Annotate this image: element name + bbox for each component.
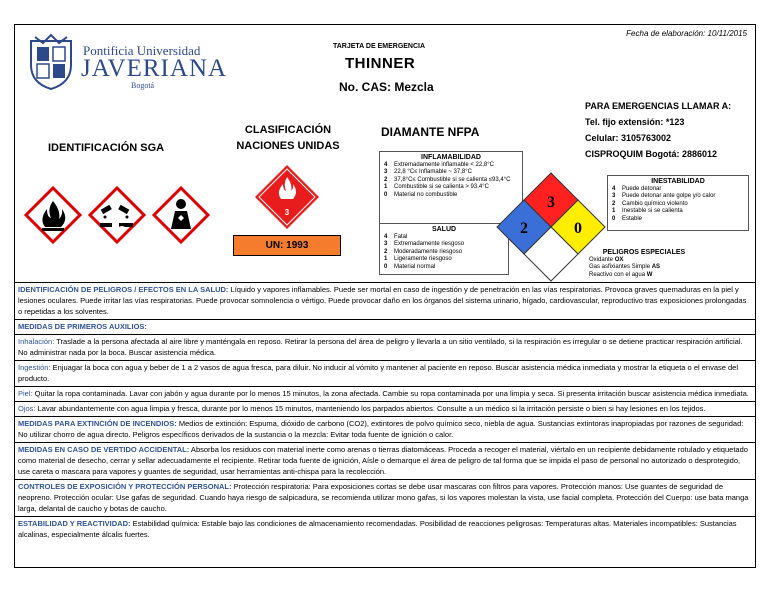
un-class-3-label bbox=[253, 163, 321, 231]
section-label: IDENTIFICACIÓN DE PELIGROS / EFECTOS EN LA SALUD: bbox=[18, 285, 229, 294]
emergency-contacts bbox=[585, 98, 731, 162]
section-text: Medios de extinción: Espuma, dióxido de carbono (CO2), extintores de polvo químico seco, niebla de agua. Sustancias extintoras inapropiadas por razones de seguridad: No utilizar chorro de agua directo. Peligros específicos derivados de la sustancia o la mezcla: Evitar toda fuente de ignición o calor. bbox=[18, 419, 744, 439]
section-text: Estabilidad química: Estable bajo las condiciones de almacenamiento recomendadas. Posibilidad de reacciones peligrosas: Temperaturas altas. Materiales incompatibles: Sustancias alcalinas, especialmente álcalis fuertes. bbox=[18, 519, 737, 539]
un-title-line-2: NACIONES UNIDAS bbox=[236, 140, 340, 152]
un-class-number: 3 bbox=[284, 208, 290, 217]
section-text: Protección respiratoria: Para exposiciones cortas se debe usar mascaras con filtros para vapores. Protección manos: Use guantes de seguridad de neopreno. Protección ocular: Use gafas de seguridad. Cuando haya riesgo de salpicadura, se recomienda utilizar mono gafas, si los vapores molestan la vista, use facial completa. Protección del Cuerpo: use bata manga larga, delantal de caucho y botas de caucho. bbox=[18, 482, 749, 513]
nfpa-health-title: SALUD bbox=[431, 226, 457, 233]
section-text: Líquido y vapores inflamables. Puede ser mortal en caso de ingestión y de penetración en las vías respiratorias. Provoca graves quemaduras en la piel y lesiones oculares. Puede irritar las vías respiratorias. Puede provocar somnolencia o vértigo. Puede provocar daño en los órganos del sistema urinario, hígado, cardiovascular, reproductivo tras exposiciones prolongadas o repetidas a los solventes. bbox=[18, 285, 747, 316]
nfpa-row: 1 Inestable si se calienta bbox=[612, 208, 683, 214]
cas-number: No. CAS: Mezcla bbox=[339, 80, 434, 94]
sga-title: IDENTIFICACIÓN SGA bbox=[48, 142, 165, 154]
nfpa-row: Reactivo con el agua W bbox=[589, 271, 653, 278]
section-piel bbox=[15, 386, 755, 401]
nfpa-health-value: 2 bbox=[520, 220, 528, 237]
section-label: CONTROLES DE EXPOSICIÓN Y PROTECCIÓN PERSONAL: bbox=[18, 482, 232, 491]
nfpa-row: 2 37,8°C≤ Combustible si se calienta ≤93,4°C bbox=[384, 176, 511, 183]
card-header bbox=[15, 25, 755, 280]
section-text: Traslade a la persona afectada al aire libre y manténgala en reposo. Retirar la persona del área de peligro y llevarla a un sitio ventilado, si la respiración es irregular o se detiene practicar respiración artificial. No administrar nada por la boca. Buscar asistencia médica. bbox=[18, 337, 743, 357]
emergency-tel: Tel. fijo extensión: *123 bbox=[585, 117, 685, 127]
flame-icon bbox=[26, 188, 80, 242]
section-text: Lavar abundantemente con agua limpia y fresca, durante por lo menos 15 minutos, manteniendo los parpados abiertos. Consulte a un médico si la irritación persiste o bien si hay lesiones en los tejidos. bbox=[35, 404, 706, 413]
section-text: Absorba los residuos con material inerte como arenas o tierras diatomáceas. Proceda a recoger el material, viértalo en un recipiente debidamente rotulado y etiquetado como material de desecho, cerrar y sellar adecuadamente el recipiente. Retirar toda fuente de ignición, Aísle o demarque el área de peligro de tal forma que se impida el paso de personal no autorizado o desprotegido, use careta o mascara para vapores y guantes de seguridad, usar herramientas anti-chispa para la recolección. bbox=[18, 445, 748, 476]
nfpa-flammability-value: 3 bbox=[547, 194, 555, 211]
chemical-name: THINNER bbox=[345, 55, 416, 72]
university-logo bbox=[21, 31, 228, 93]
section-controles bbox=[15, 479, 755, 516]
logo-line-1: Pontificia Universidad bbox=[83, 43, 201, 58]
section-label: MEDIDAS DE PRIMEROS AUXILIOS: bbox=[18, 322, 147, 331]
corrosion-icon bbox=[90, 188, 144, 242]
logo-line-3: Bogotá bbox=[131, 81, 155, 90]
section-text: Quitar la ropa contaminada. Lavar con jabón y agua durante por lo menos 15 minutos, la zona afectada. Cambie su ropa contaminada por una limpia y seca. Si presenta irritación buscar asistencia médica inmediata. bbox=[32, 389, 749, 398]
nfpa-diamond bbox=[495, 171, 607, 283]
nfpa-row: 3 Puede detonar ante golpe y/o calor bbox=[612, 193, 716, 199]
nfpa-row: 1 Combustible si se calienta > 93,4°C bbox=[384, 184, 489, 190]
section-label: Ingestión: bbox=[18, 363, 51, 372]
fecha-elaboracion: Fecha de elaboración: 10/11/2015 bbox=[626, 29, 747, 38]
nfpa-flammability-title: INFLAMABILIDAD bbox=[421, 154, 481, 161]
nfpa-row: 3 22,8 °C≤ Inflamable ~ 37,8°C bbox=[384, 169, 472, 175]
un-classification-title bbox=[233, 122, 343, 154]
section-text: Enjuagar la boca con agua y beber de 1 a 2 vasos de agua fresca, para diluir. No inducir al vómito y mantener al paciente en reposo. Buscar asistencia médica inmediata y mostrar la etiqueta o el envase del producto. bbox=[18, 363, 739, 383]
nfpa-row: 4 Extremadamente inflamable < 22,8°C bbox=[384, 161, 494, 168]
nfpa-row: 2 Moderadamente riesgoso bbox=[384, 248, 463, 255]
section-label: Inhalación: bbox=[18, 337, 55, 346]
nfpa-row: 2 Cambio químico violento bbox=[612, 200, 688, 207]
section-label: MEDIDAS PARA EXTINCIÓN DE INCENDIOS: bbox=[18, 419, 177, 428]
nfpa-row: 4 Puede detonar bbox=[612, 185, 662, 192]
emergency-card bbox=[14, 24, 756, 568]
section-ingestion bbox=[15, 360, 755, 386]
nfpa-title: DIAMANTE NFPA bbox=[381, 125, 480, 139]
section-vertido bbox=[15, 442, 755, 479]
un-number: UN: 1993 bbox=[233, 235, 341, 256]
section-primeros-auxilios bbox=[15, 319, 755, 334]
logo-line-2: JAVERIANA bbox=[81, 55, 228, 82]
section-ojos bbox=[15, 401, 755, 416]
emergency-cel: Celular: 3105763002 bbox=[585, 133, 672, 143]
emergency-title: PARA EMERGENCIAS LLAMAR A: bbox=[585, 101, 732, 111]
nfpa-row: 0 Material normal bbox=[384, 263, 436, 270]
section-estabilidad bbox=[15, 516, 755, 542]
nfpa-row: 0 Estable bbox=[612, 215, 643, 222]
nfpa-row: Oxidante OX bbox=[589, 256, 624, 263]
emergency-cisproquim: CISPROQUIM Bogotá: 2886012 bbox=[585, 149, 718, 159]
health-hazard-icon bbox=[154, 188, 208, 242]
section-label: Ojos: bbox=[18, 404, 36, 413]
nfpa-reactivity-value: 0 bbox=[574, 220, 582, 237]
nfpa-row: 3 Extremadamente riesgoso bbox=[384, 241, 465, 247]
section-identificacion bbox=[15, 282, 755, 319]
section-inhalacion bbox=[15, 334, 755, 360]
section-label: MEDIDAS EN CASO DE VERTIDO ACCIDENTAL: bbox=[18, 445, 190, 454]
section-label: ESTABILIDAD Y REACTIVIDAD: bbox=[18, 519, 131, 528]
un-title-line-1: CLASIFICACIÓN bbox=[244, 124, 332, 136]
card-sections bbox=[15, 282, 755, 542]
nfpa-row: 0 Material no combustible bbox=[384, 191, 458, 198]
nfpa-health-table bbox=[379, 223, 509, 275]
section-incendios bbox=[15, 416, 755, 442]
nfpa-row: Gas asfixiantes Simple AS bbox=[589, 264, 661, 270]
card-kind: TARJETA DE EMERGENCIA bbox=[333, 43, 426, 50]
nfpa-instability-table bbox=[607, 175, 749, 231]
ghs-pictograms bbox=[23, 185, 213, 247]
nfpa-row: 1 Ligeramente riesgoso bbox=[384, 256, 452, 262]
nfpa-special-title: PELIGROS ESPECIALES bbox=[602, 249, 686, 256]
nfpa-row: 4 Fatal bbox=[384, 233, 408, 240]
nfpa-instability-title: INESTABILIDAD bbox=[651, 178, 705, 185]
section-label: Piel: bbox=[18, 389, 33, 398]
crest-icon bbox=[25, 33, 77, 91]
